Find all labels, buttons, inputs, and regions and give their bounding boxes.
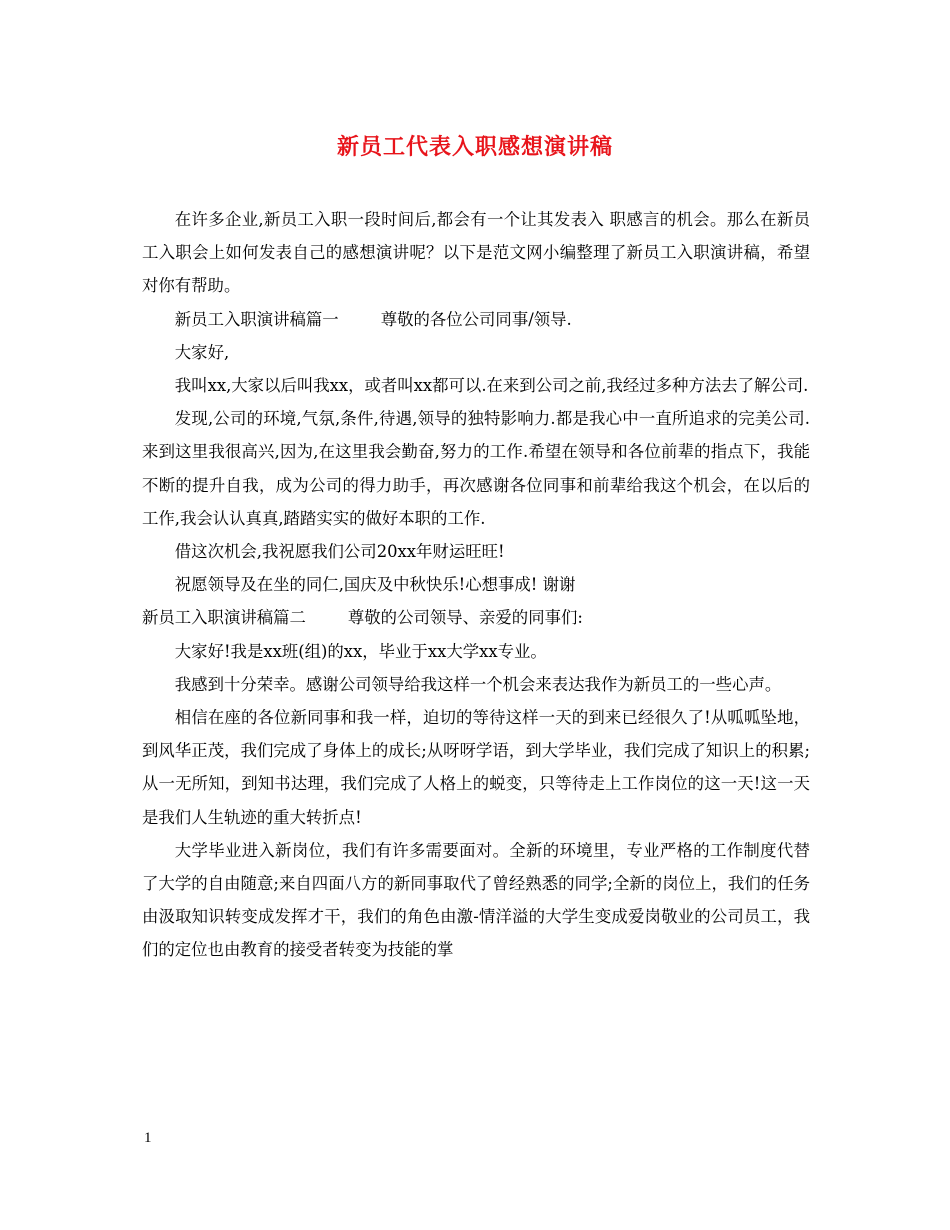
paragraph-speech-two-heading bbox=[142, 601, 810, 634]
paragraph-new-position: 大学毕业进入新岗位，我们有许多需要面对。全新的环境里，专业严格的工作制度代替了大学的自由随意;来自四面八方的新同事取代了曾经熟悉的同学;全新的岗位上，我们的任务由汲取知识转变成发挥才干，我们的角色由激-情洋溢的大学生变成爱岗敬业的公司员工，我们的定位也由教育的接受者转变为技能的掌 bbox=[142, 840, 810, 960]
paragraph-anticipation: 相信在座的各位新同事和我一样，迫切的等待这样一天的到来已经很久了!从呱呱坠地，到风华正茂，我们完成了身体上的成长;从呀呀学语，到大学毕业，我们完成了知识上的积累;从一无所知，到知书达理，我们完成了人格上的蜕变，只等待走上工作岗位的这一天!这一天是我们人生轨迹的重大转折点! bbox=[142, 708, 810, 827]
paragraph-wish: 借这次机会,我祝愿我们公司20xx年财运旺旺! bbox=[174, 542, 505, 562]
speech-one-salutation: 尊敬的各位公司同事/领导. bbox=[380, 309, 572, 329]
paragraph-company-impression: 发现,公司的环境,气氛,条件,待遇,领导的独特影响力.都是我心中一直所追求的完美公司.来到这里我很高兴,因为,在这里我会勤奋,努力的工作.希望在领导和各位前辈的指点下，我能不断的提升自我，成为公司的得力助手，再次感谢各位同事和前辈给我这个机会，在以后的工作,我会认认真真,踏踏实实的做好本职的工作. bbox=[142, 409, 810, 528]
paragraph-intro: 在许多企业,新员工入职一段时间后,都会有一个让其发表入 职感言的机会。那么在新员工入职会上如何发表自己的感想演讲呢？以下是范文网小编整理了新员工入职演讲稿，希望对你有帮助。 bbox=[142, 210, 810, 296]
document-body bbox=[142, 203, 810, 967]
paragraph-closing-one: 祝愿领导及在坐的同仁,国庆及中秋快乐!心想事成! 谢谢 bbox=[174, 575, 576, 595]
speech-two-salutation: 尊敬的公司领导、亲爱的同事们: bbox=[347, 608, 583, 628]
paragraph-honored: 我感到十分荣幸。感谢公司领导给我这样一个机会来表达我作为新员工的一些心声。 bbox=[174, 674, 782, 694]
paragraph-greeting-two: 大家好!我是xx班(组)的xx，毕业于xx大学xx专业。 bbox=[174, 641, 547, 661]
page-number: 1 bbox=[144, 1130, 152, 1146]
paragraph-greeting-one: 大家好, bbox=[174, 342, 230, 362]
speech-one-label: 新员工入职演讲稿篇一 bbox=[174, 309, 339, 329]
paragraph-speech-one-heading bbox=[142, 303, 810, 336]
paragraph-self-intro: 我叫xx,大家以后叫我xx，或者叫xx都可以.在来到公司之前,我经过多种方法去了解公司. bbox=[174, 376, 809, 396]
speech-two-label: 新员工入职演讲稿篇二 bbox=[142, 608, 306, 628]
document-title: 新员工代表入职感想演讲稿 bbox=[336, 134, 613, 160]
